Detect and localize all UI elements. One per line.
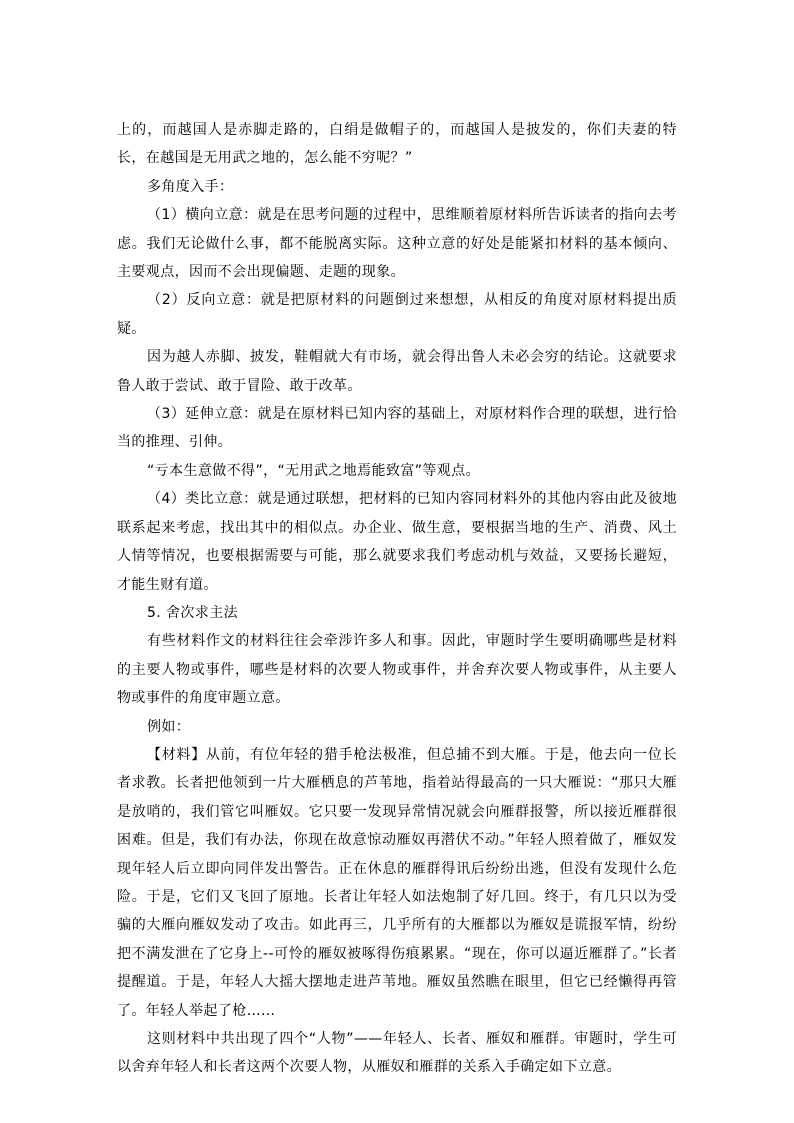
paragraph-extension-example: “亏本生意做不得”，“无用武之地焉能致富”等观点。 bbox=[147, 462, 481, 479]
paragraph-method-5-intro: 有些材料作文的材料往往会牵涉许多人和事。因此，审题时学生要明确哪些是材料的主要人物或事件，哪些是材料的次要人物或事件，并舍弃次要人物或事件，从主要人物或事件的角度审题立意。 bbox=[117, 633, 677, 707]
paragraph-material-analysis: 这则材料中共出现了四个“人物”——年轻人、长者、雁奴和雁群。审题时，学生可以舍弃年轻人和长者这两个次要人物，从雁奴和雁群的关系入手确定如下立意。 bbox=[117, 1031, 677, 1076]
paragraph-extension-idea: （3）延伸立意：就是在原材料已知内容的基础上，对原材料作合理的联想，进行恰当的推理、引伸。 bbox=[117, 406, 677, 451]
paragraph-example-label: 例如： bbox=[147, 718, 191, 735]
paragraph-analogy-idea: （4）类比立意：就是通过联想，把材料的已知内容同材料外的其他内容由此及彼地联系起来考虑，找出其中的相似点。办企业、做生意，要根据当地的生产、消费、风土人情等情况，也要根据需要与可能，那么就要求我们考虑动机与效益，又要扬长避短，才能生财有道。 bbox=[117, 491, 677, 593]
paragraph-reverse-idea: （2）反向立意：就是把原材料的问题倒过来想想，从相反的角度对原材料提出质疑。 bbox=[117, 292, 677, 337]
document-body bbox=[117, 116, 677, 1082]
heading-multi-angle: 多角度入手： bbox=[147, 178, 234, 195]
paragraph-story-ending: 上的，而越国人是赤脚走路的，白绢是做帽子的，而越国人是披发的，你们夫妻的特长，在越国是无用武之地的，怎么能不穷呢？” bbox=[117, 122, 677, 167]
paragraph-reverse-example: 因为越人赤脚、披发，鞋帽就大有市场，就会得出鲁人未必会穷的结论。这就要求鲁人敢于尝试、敢于冒险、敢于改革。 bbox=[117, 349, 677, 394]
paragraph-horizontal-idea: （1）横向立意：就是在思考问题的过程中，思维顺着原材料所告诉读者的指向去考虑。我们无论做什么事，都不能脱离实际。这种立意的好处是能紧扣材料的基本倾向、主要观点，因而不会出现偏题、走题的现象。 bbox=[117, 207, 677, 281]
section-heading-method-5: 5. 舍次求主法 bbox=[147, 604, 239, 621]
paragraph-material-story: 【材料】从前，有位年轻的猎手枪法极准，但总捕不到大雁。于是，他去向一位长者求教。长者把他领到一片大雁栖息的芦苇地，指着站得最高的一只大雁说：“那只大雁是放哨的，我们管它叫雁奴。它只要一发现异常情况就会向雁群报警，所以接近雁群很困难。但是，我们有办法，你现在故意惊动雁奴再潜伏不动。”年轻人照着做了，雁奴发现年轻人后立即向同伴发出警告。正在休息的雁群得讯后纷纷出逃，但没有发现什么危险。于是，它们又飞回了原地。长者让年轻人如法炮制了好几回。终于，有几只以为受骗的大雁向雁奴发动了攻击。如此再三，几乎所有的大雁都以为雁奴是谎报军情，纷纷把不满发泄在了它身上--可怜的雁奴被啄得伤痕累累。“现在，你可以逼近雁群了。”长者提醒道。于是，年轻人大摇大摆地走进芦苇地。雁奴虽然瞧在眼里，但它已经懒得再管了。年轻人举起了枪…… bbox=[117, 746, 677, 1019]
